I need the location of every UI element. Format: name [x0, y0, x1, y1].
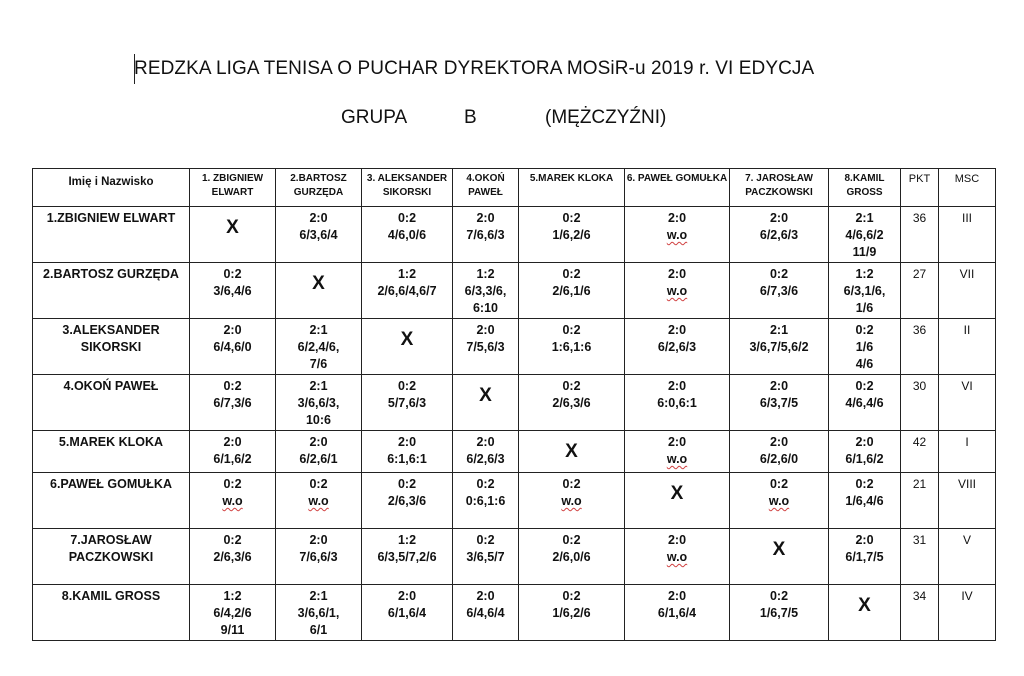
cross-mark: X: [400, 329, 414, 350]
match-score: 2:0 6/1,6/2: [213, 435, 252, 466]
match-result-cell: [730, 473, 829, 529]
match-score: 0:2 1:6,1:6: [551, 323, 592, 354]
match-score: 2:0 6/3,7/5: [759, 379, 799, 410]
column-header: MSC: [939, 169, 996, 207]
match-score: 2:0 7/5,6/3: [466, 323, 505, 354]
self-match-cell: [730, 529, 829, 585]
match-score: 2:1 3/6,7/5,6/2: [749, 323, 809, 354]
match-result-cell: [453, 473, 519, 529]
match-result-cell: [276, 585, 362, 641]
match-result-cell: [519, 263, 625, 319]
match-result-cell: [730, 431, 829, 473]
self-match-cell: [625, 473, 730, 529]
match-result-cell: [453, 585, 519, 641]
match-result-cell: [519, 585, 625, 641]
match-result-cell: [190, 529, 276, 585]
column-header: 8.KAMIL GROSS: [829, 169, 901, 207]
match-score: 0:2 2/6,0/6: [552, 533, 591, 564]
match-result-cell: [453, 319, 519, 375]
match-result-cell: [625, 263, 730, 319]
match-result-cell: [625, 431, 730, 473]
match-result-cell: [453, 207, 519, 263]
match-score: 0:2 1/6 4/6: [855, 323, 874, 371]
match-result-cell: [362, 431, 453, 473]
points-cell: 36: [901, 319, 939, 375]
match-score: 0:2 2/6,3/6: [387, 477, 427, 508]
self-match-cell: [190, 207, 276, 263]
match-result-cell: [829, 529, 901, 585]
column-header: 4.OKOŃ PAWEŁ: [453, 169, 519, 207]
place-cell: III: [939, 207, 996, 263]
match-score: 1:2 6/3,3/6, 6:10: [464, 267, 507, 315]
match-score: 0:2 3/6,4/6: [213, 267, 252, 298]
match-score: 0:2 2/6,3/6: [213, 533, 252, 564]
points-cell: 31: [901, 529, 939, 585]
column-header: 5.MAREK KLOKA: [519, 169, 625, 207]
match-result-cell: [190, 585, 276, 641]
place-cell: VIII: [939, 473, 996, 529]
match-score: 0:2 1/6,2/6: [552, 211, 591, 242]
cross-mark: X: [670, 483, 684, 504]
category-label: (MĘŻCZYŹNI): [545, 107, 667, 128]
match-score: 2:1 6/2,4/6, 7/6: [297, 323, 340, 371]
match-score: 0:2 3/6,5/7: [466, 533, 505, 564]
match-score: 2:1 3/6,6/1, 6/1: [297, 589, 340, 637]
column-header: 6. PAWEŁ GOMUŁKA: [625, 169, 730, 207]
column-header: 7. JAROSŁAW PACZKOWSKI: [730, 169, 829, 207]
match-result-cell: [625, 207, 730, 263]
match-score: 2:0 6/3,6/4: [299, 211, 338, 242]
match-result-cell: [829, 431, 901, 473]
place-cell: VI: [939, 375, 996, 431]
match-score: 0:2 w.o: [222, 477, 243, 508]
match-result-cell: [625, 585, 730, 641]
match-score: 0:2 1/6,2/6: [552, 589, 591, 620]
column-header: PKT: [901, 169, 939, 207]
cross-mark: X: [858, 595, 871, 616]
match-score: 0:2 w.o: [561, 477, 582, 508]
match-score: 2:0 w.o: [666, 267, 688, 298]
self-match-cell: [829, 585, 901, 641]
match-result-cell: [362, 529, 453, 585]
match-score: 0:2 4/6,0/6: [387, 211, 427, 242]
match-result-cell: [519, 473, 625, 529]
column-header: 3. ALEKSANDER SIKORSKI: [362, 169, 453, 207]
cross-mark: X: [226, 217, 239, 238]
player-name: 8.KAMIL GROSS: [33, 585, 190, 641]
match-result-cell: [730, 585, 829, 641]
column-header: 1. ZBIGNIEW ELWART: [190, 169, 276, 207]
match-result-cell: [519, 529, 625, 585]
match-score: 2:0 6/1,6/4: [657, 589, 697, 620]
match-score: 0:2 w.o: [768, 477, 790, 508]
match-score: 2:0 6:0,6:1: [657, 379, 697, 410]
table-row: [33, 529, 996, 585]
player-name: 6.PAWEŁ GOMUŁKA: [33, 473, 190, 529]
place-cell: I: [939, 431, 996, 473]
match-score: 2:0 w.o: [666, 211, 688, 242]
match-score: 2:0 6/2,6/3: [657, 323, 697, 354]
match-result-cell: [829, 263, 901, 319]
points-cell: 36: [901, 207, 939, 263]
match-result-cell: [276, 473, 362, 529]
points-cell: 42: [901, 431, 939, 473]
cross-mark: X: [479, 385, 492, 406]
match-score: 0:2 w.o: [308, 477, 329, 508]
column-header: 2.BARTOSZ GURZĘDA: [276, 169, 362, 207]
match-score: 2:0 w.o: [666, 533, 688, 564]
table-row: [33, 375, 996, 431]
match-score: 0:2 0:6,1:6: [465, 477, 506, 508]
match-score: 2:0 w.o: [666, 435, 688, 466]
player-name: 1.ZBIGNIEW ELWART: [33, 207, 190, 263]
match-result-cell: [190, 319, 276, 375]
match-score: 2:0 6/1,6/4: [387, 589, 427, 620]
match-result-cell: [730, 375, 829, 431]
cross-mark: X: [565, 441, 578, 462]
match-score: 0:2 2/6,3/6: [552, 379, 591, 410]
match-score: 2:0 6/1,7/5: [845, 533, 884, 564]
points-cell: 27: [901, 263, 939, 319]
cross-mark: X: [312, 273, 325, 294]
table-row: [33, 585, 996, 641]
match-result-cell: [453, 263, 519, 319]
match-score: 1:2 6/3,1/6, 1/6: [843, 267, 886, 315]
player-name: 3.ALEKSANDER SIKORSKI: [33, 319, 190, 375]
match-score: 0:2 1/6,7/5: [759, 589, 799, 620]
match-score: 2:0 6/4,6/0: [213, 323, 252, 354]
match-score: 0:2 2/6,1/6: [552, 267, 591, 298]
points-cell: 30: [901, 375, 939, 431]
match-result-cell: [829, 207, 901, 263]
match-result-cell: [453, 529, 519, 585]
column-header: Imię i Nazwisko: [33, 169, 190, 207]
cross-mark: X: [772, 539, 786, 560]
match-result-cell: [519, 375, 625, 431]
match-result-cell: [625, 529, 730, 585]
table-row: [33, 431, 996, 473]
table-row: [33, 207, 996, 263]
match-score: 2:0 6/2,6/3: [759, 211, 799, 242]
match-score: 0:2 5/7,6/3: [387, 379, 427, 410]
place-cell: II: [939, 319, 996, 375]
match-result-cell: [362, 263, 453, 319]
match-result-cell: [730, 319, 829, 375]
match-result-cell: [276, 529, 362, 585]
group-label: GRUPA: [341, 107, 408, 128]
match-result-cell: [190, 375, 276, 431]
match-result-cell: [829, 375, 901, 431]
match-score: 1:2 2/6,6/4,6/7: [377, 267, 437, 298]
page-title: REDZKA LIGA TENISA O PUCHAR DYREKTORA MOSiR-u 2019 r. VI EDYCJA: [134, 58, 815, 79]
self-match-cell: [519, 431, 625, 473]
table-row: [33, 473, 996, 529]
self-match-cell: [362, 319, 453, 375]
match-score: 2:0 6:1,6:1: [387, 435, 427, 466]
match-score: 1:2 6/4,2/6 9/11: [213, 589, 252, 637]
points-cell: 34: [901, 585, 939, 641]
match-score: 2:0 7/6,6/3: [466, 211, 505, 242]
match-score: 2:0 7/6,6/3: [299, 533, 338, 564]
match-score: 0:2 4/6,4/6: [845, 379, 884, 410]
match-result-cell: [276, 375, 362, 431]
match-score: 2:1 3/6,6/3, 10:6: [297, 379, 340, 427]
match-score: 1:2 6/3,5/7,2/6: [377, 533, 437, 564]
table-row: [33, 263, 996, 319]
match-result-cell: [453, 431, 519, 473]
match-result-cell: [362, 207, 453, 263]
match-result-cell: [829, 319, 901, 375]
match-score: 0:2 6/7,3/6: [213, 379, 252, 410]
self-match-cell: [453, 375, 519, 431]
match-result-cell: [362, 585, 453, 641]
match-result-cell: [730, 207, 829, 263]
match-result-cell: [519, 207, 625, 263]
match-result-cell: [276, 431, 362, 473]
match-result-cell: [362, 375, 453, 431]
player-name: 4.OKOŃ PAWEŁ: [33, 375, 190, 431]
match-result-cell: [625, 375, 730, 431]
match-score: 0:2 6/7,3/6: [759, 267, 799, 298]
match-score: 2:0 6/4,6/4: [466, 589, 505, 620]
match-result-cell: [362, 473, 453, 529]
place-cell: V: [939, 529, 996, 585]
match-score: 2:0 6/2,6/1: [299, 435, 338, 466]
match-result-cell: [190, 473, 276, 529]
match-result-cell: [190, 263, 276, 319]
place-cell: VII: [939, 263, 996, 319]
group-letter: B: [464, 107, 477, 128]
match-score: 2:0 6/1,6/2: [845, 435, 884, 466]
match-result-cell: [625, 319, 730, 375]
match-result-cell: [276, 207, 362, 263]
match-score: 2:0 6/2,6/3: [466, 435, 505, 466]
player-name: 5.MAREK KLOKA: [33, 431, 190, 473]
player-name: 2.BARTOSZ GURZĘDA: [33, 263, 190, 319]
match-result-cell: [190, 431, 276, 473]
place-cell: IV: [939, 585, 996, 641]
match-result-cell: [730, 263, 829, 319]
match-score: 0:2 1/6,4/6: [845, 477, 884, 508]
table-row: [33, 319, 996, 375]
match-score: 2:1 4/6,6/2 11/9: [845, 211, 884, 259]
match-result-cell: [829, 473, 901, 529]
match-score: 2:0 6/2,6/0: [759, 435, 799, 466]
results-table: [32, 168, 996, 641]
self-match-cell: [276, 263, 362, 319]
player-name: 7.JAROSŁAW PACZKOWSKI: [33, 529, 190, 585]
match-result-cell: [276, 319, 362, 375]
points-cell: 21: [901, 473, 939, 529]
match-result-cell: [519, 319, 625, 375]
